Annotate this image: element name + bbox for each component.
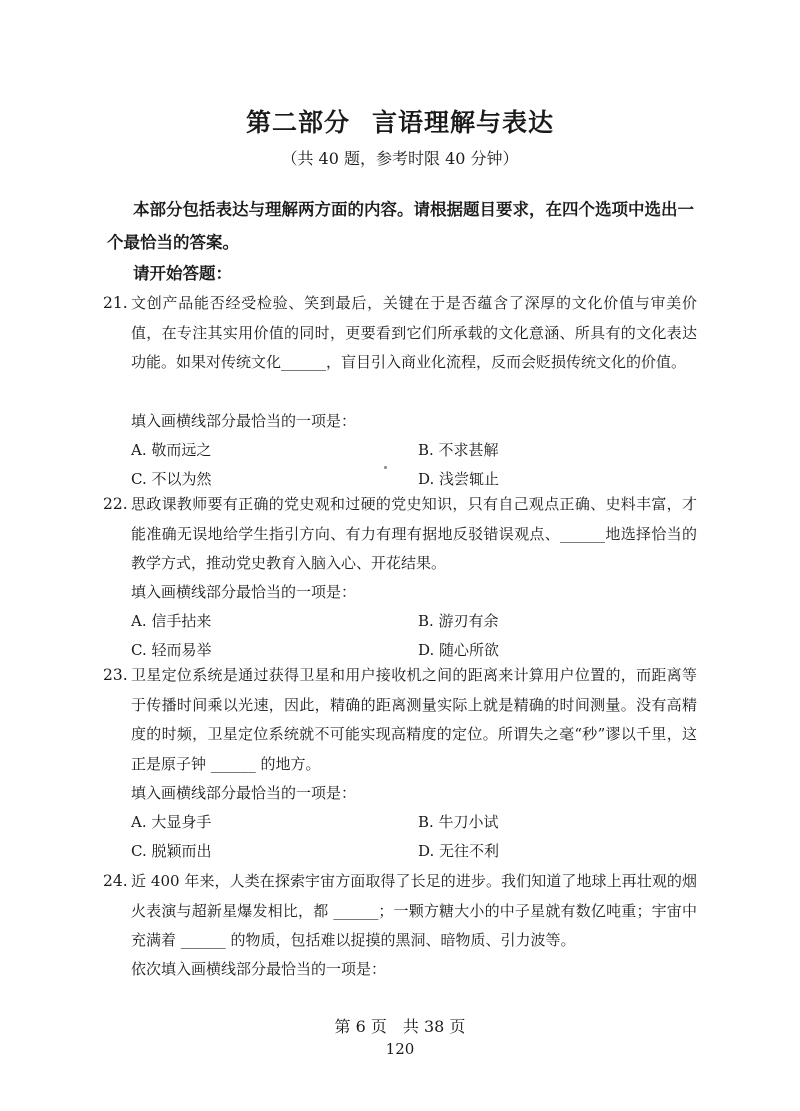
option-a[interactable]: A. 大显身手 [131, 813, 212, 831]
section-title [0, 103, 800, 139]
question-number: 22. [103, 495, 128, 513]
section-subtitle: （共 40 题，参考时限 40 分钟） [281, 149, 519, 168]
question-number: 23. [103, 666, 128, 684]
option-b[interactable]: B. 牛刀小试 [418, 813, 499, 831]
option-d[interactable]: D. 无往不利 [418, 842, 500, 860]
option-d[interactable]: D. 浅尝辄止 [418, 470, 500, 488]
option-b[interactable]: B. 游刃有余 [418, 612, 499, 630]
start-label: 请开始答题： [133, 264, 232, 283]
question-prompt: 填入画横线部分最恰当的一项是： [131, 784, 357, 802]
section-name-label: 言语理解与表达 [372, 108, 555, 137]
instructions-paragraph: 本部分包括表达与理解两方面的内容。请根据题目要求，在四个选项中选出一个最恰当的答案。 [107, 200, 694, 252]
question-text: 卫星定位系统是通过获得卫星和用户接收机之间的距离来计算用户位置的，而距离等于传播时间乘以光速，因此，精确的距离测量实际上就是精确的时间测量。没有高精度的时频，卫星定位系统就不可能实现高精度的定位。所谓失之毫“秒”谬以千里，这正是原子钟 ______ 的地方。 [131, 666, 697, 773]
page-footer: 第 6 页 共 38 页 [334, 1017, 466, 1036]
question-number: 21. [103, 294, 128, 312]
question-prompt: 填入画横线部分最恰当的一项是： [131, 412, 357, 430]
question-number: 24. [103, 872, 128, 890]
option-a[interactable]: A. 信手拈来 [131, 612, 212, 630]
question-prompt: 填入画横线部分最恰当的一项是： [131, 583, 357, 601]
option-d[interactable]: D. 随心所欲 [418, 641, 500, 659]
option-c[interactable]: C. 轻而易举 [131, 641, 212, 659]
scan-speck [384, 466, 387, 469]
question-text: 思政课教师要有正确的党史观和过硬的党史知识，只有自己观点正确、史料丰富，才能准确无误地给学生指引方向、有力有理有据地反驳错误观点、______地选择恰当的教学方式，推动党史教育入脑入心、开花结果。 [131, 495, 697, 572]
option-c[interactable]: C. 不以为然 [131, 470, 212, 488]
section-part-label: 第二部分 [245, 108, 350, 137]
option-a[interactable]: A. 敬而远之 [131, 441, 212, 459]
option-c[interactable]: C. 脱颖而出 [131, 842, 212, 860]
question-text: 近 400 年来，人类在探索宇宙方面取得了长足的进步。我们知道了地球上再壮观的烟火表演与超新星爆发相比，都 ______；一颗方糖大小的中子星就有数亿吨重；宇宙中充满着 ______ 的物质，包括难以捉摸的黑洞、暗物质、引力波等。 [131, 872, 697, 949]
option-b[interactable]: B. 不求甚解 [418, 441, 499, 459]
page-number: 120 [385, 1040, 415, 1058]
question-text: 文创产品能否经受检验、笑到最后，关键在于是否蕴含了深厚的文化价值与审美价值，在专注其实用价值的同时，更要看到它们所承载的文化意涵、所具有的文化表达功能。如果对传统文化______，盲目引入商业化流程，反而会贬损传统文化的价值。 [131, 294, 697, 371]
question-prompt: 依次填入画横线部分最恰当的一项是： [131, 960, 387, 978]
